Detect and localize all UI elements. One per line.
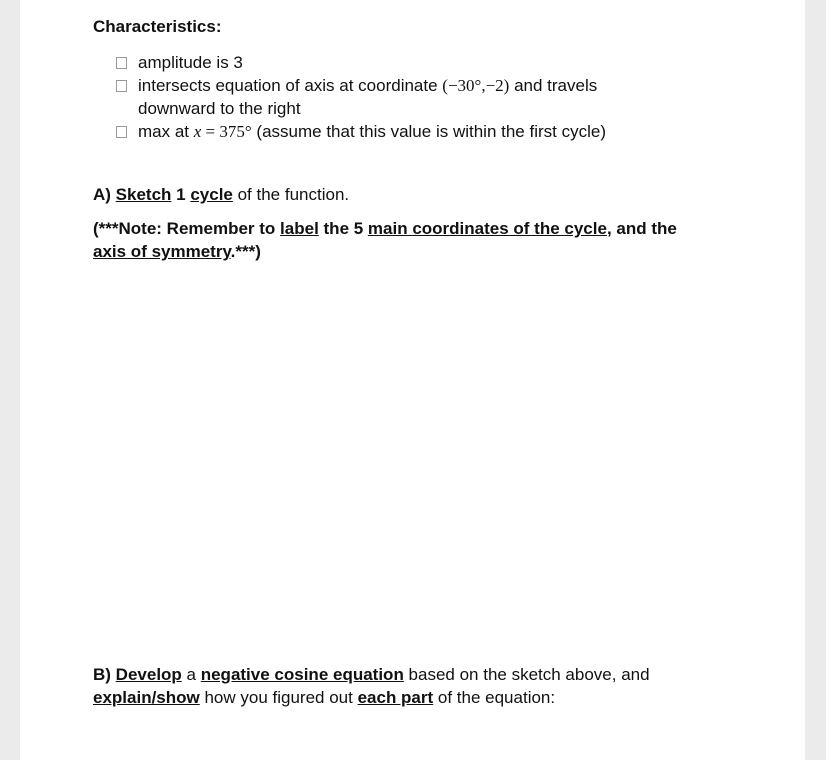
note-segment: (***Note: Remember to [93,219,281,238]
note-segment: , and the [606,219,677,238]
develop-word: Develop [115,665,182,684]
part-b-segment: of the equation: [433,688,556,707]
note-segment: the 5 [318,219,368,238]
math-variable: x [193,122,202,141]
part-b-segment: based on the sketch above, and [403,665,650,684]
characteristic-text: (assume that this value is within the first cycle) [251,122,606,141]
characteristics-heading: Characteristics: [93,17,222,36]
list-item [113,120,673,143]
characteristic-text: intersects equation of axis at coordinate [138,76,443,95]
part-b-segment: how you figured out [199,688,358,707]
sketch-word: Sketch [115,185,172,204]
part-a-instruction [93,185,349,205]
part-a-rest: of the function. [232,185,350,204]
checkbox-icon [116,57,127,69]
note-segment: .***) [230,242,261,261]
label-word: label [280,219,319,238]
cycle-word: cycle [190,185,233,204]
part-b-segment: a [181,665,201,684]
coordinate-math: (−30°,−2) [442,76,510,95]
each-part-phrase: each part [357,688,434,707]
axis-of-symmetry-phrase: axis of symmetry [93,242,231,261]
characteristic-text: amplitude is 3 [138,53,243,72]
one-word: 1 [171,185,191,204]
math-equation: = 375° [201,122,252,141]
checkbox-icon [116,80,127,92]
part-a-label: A) [93,185,116,204]
characteristic-text: and travels downward to the right [138,76,598,118]
list-item [113,74,673,120]
negative-cosine-phrase: negative cosine equation [200,665,404,684]
part-b-label: B) [93,665,116,684]
characteristics-list [113,51,673,143]
part-b-instruction [93,663,713,709]
checkbox-icon [116,126,127,138]
note-text [93,217,713,263]
list-item [113,51,673,74]
characteristic-text: max at [138,122,194,141]
explain-show-phrase: explain/show [93,688,200,707]
main-coordinates-phrase: main coordinates of the cycle [367,219,607,238]
